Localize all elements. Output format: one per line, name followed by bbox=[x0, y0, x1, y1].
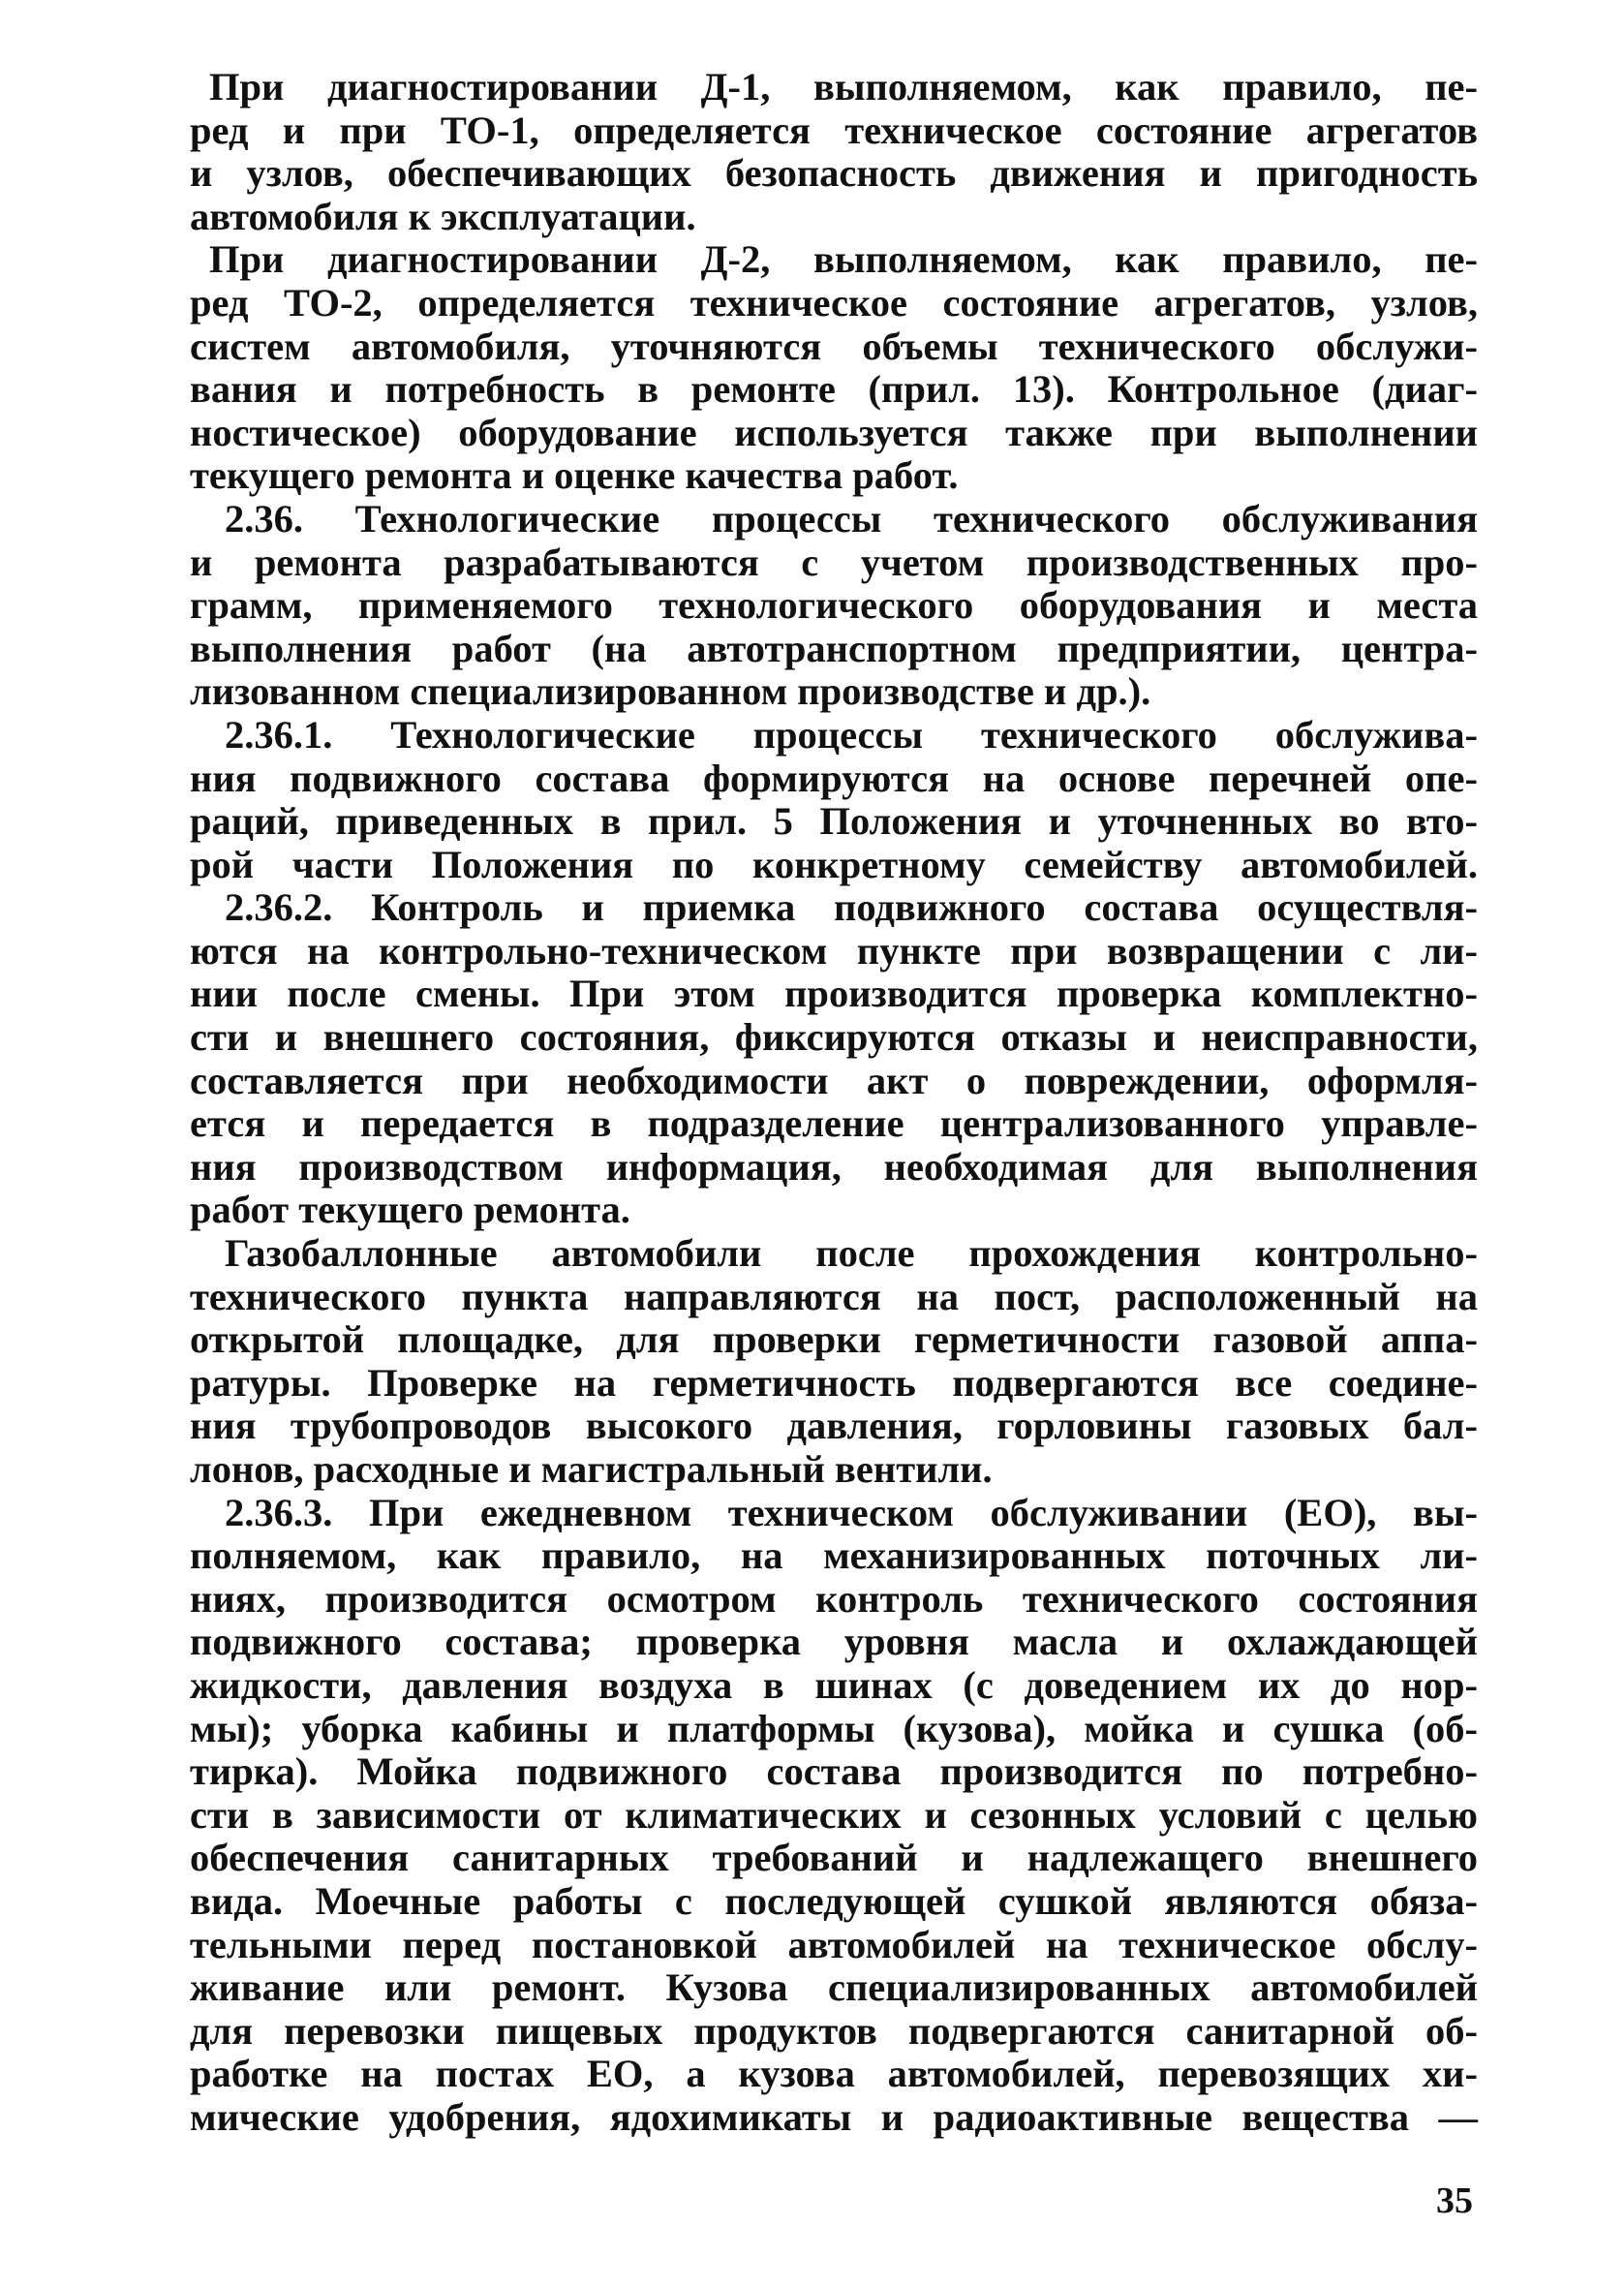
text-line: ния трубопроводов высокого давления, горловины газовых бал- bbox=[190, 1404, 1478, 1448]
paragraph-2-36-1 bbox=[190, 714, 1478, 886]
text-line: нии после смены. При этом производится проверка комплектно- bbox=[190, 972, 1478, 1016]
text-line: грамм, применяемого технологического оборудования и места bbox=[190, 583, 1478, 628]
text-line: ред ТО-2, определяется техническое состояние агрегатов, узлов, bbox=[190, 280, 1478, 325]
text-line: выполнения работ (на автотранспортном предприятии, центра- bbox=[190, 626, 1478, 670]
text-line: ния подвижного состава формируются на основе перечней опе- bbox=[190, 756, 1478, 800]
text-line: сти в зависимости от климатических и сезонных условий с целью bbox=[190, 1792, 1478, 1837]
text-line: технического пункта направляются на пост, расположенный на bbox=[190, 1274, 1478, 1318]
text-line: обеспечения санитарных требований и надлежащего внешнего bbox=[190, 1836, 1478, 1880]
text-line: для перевозки пищевых продуктов подвергаются санитарной об- bbox=[190, 2008, 1478, 2053]
text-line: подвижного состава; проверка уровня масла и охлаждающей bbox=[190, 1620, 1478, 1664]
text-line: При диагностировании Д-2, выполняемом, как правило, пе- bbox=[209, 237, 1478, 282]
text-line: При диагностировании Д-1, выполняемом, как правило, пе- bbox=[209, 65, 1478, 108]
text-line: вида. Моечные работы с последующей сушкой являются обяза- bbox=[190, 1878, 1478, 1923]
text-line: автомобиля к эксплуатации. bbox=[190, 194, 696, 238]
text-line: систем автомобиля, уточняются объемы технического обслужи- bbox=[190, 324, 1478, 368]
text-line: 2.36.2. Контроль и приемка подвижного состава осуществля- bbox=[225, 885, 1478, 930]
text-line: живание или ремонт. Кузова специализированных автомобилей bbox=[190, 1965, 1478, 2010]
text-line: сти и внешнего состояния, фиксируются отказы и неисправности, bbox=[190, 1015, 1478, 1060]
text-line: лизованном специализированном производстве и др.). bbox=[190, 669, 1151, 714]
text-line: ния производством информация, необходимая для выполнения bbox=[190, 1144, 1478, 1189]
text-line: ниях, производится осмотром контроль технического состояния bbox=[190, 1576, 1478, 1621]
text-line: жидкости, давления воздуха в шинах (с доведением их до нор- bbox=[190, 1662, 1478, 1707]
paragraph-2-36-3 bbox=[190, 1492, 1478, 2140]
paragraph-d1-diagnostics bbox=[190, 66, 1478, 238]
text-line: и ремонта разрабатываются с учетом производственных про- bbox=[190, 540, 1478, 584]
paragraph-2-36 bbox=[190, 498, 1478, 714]
text-line: раций, приведенных в прил. 5 Положения и уточненных во вто- bbox=[190, 799, 1478, 844]
text-line: вания и потребность в ремонте (прил. 13). Контрольное (диаг- bbox=[190, 367, 1478, 412]
text-line: 2.36.1. Технологические процессы технического обслужива- bbox=[225, 712, 1478, 757]
text-line: 2.36.3. При ежедневном техническом обслуживании (ЕО), вы- bbox=[225, 1490, 1478, 1534]
text-line: ностическое) оборудование используется также при выполнении bbox=[190, 410, 1478, 454]
text-line: Газобаллонные автомобили после прохождения контрольно- bbox=[225, 1231, 1478, 1276]
text-line: лонов, расходные и магистральный вентили. bbox=[190, 1447, 993, 1491]
text-line: работ текущего ремонта. bbox=[190, 1188, 630, 1232]
text-line: ред и при ТО-1, определяется техническое состояние агрегатов bbox=[190, 108, 1478, 152]
text-line: составляется при необходимости акт о повреждении, оформля- bbox=[190, 1058, 1478, 1102]
text-line: ются на контрольно-техническом пункте при возвращении с ли- bbox=[190, 928, 1478, 973]
paragraph-gas-cylinder-vehicles bbox=[190, 1232, 1478, 1492]
text-line: текущего ремонта и оценке качества работ. bbox=[190, 453, 959, 498]
text-line: тирка). Мойка подвижного состава производится по потребно- bbox=[190, 1749, 1478, 1794]
text-line: ратуры. Проверке на герметичность подвергаются все соедине- bbox=[190, 1360, 1478, 1405]
text-line: 2.36. Технологические процессы технического обслуживания bbox=[225, 496, 1478, 541]
text-line: мы); уборка кабины и платформы (кузова), мойка и сушка (об- bbox=[190, 1706, 1478, 1750]
paragraph-d2-diagnostics bbox=[190, 238, 1478, 498]
text-line: рой части Положения по конкретному семейству автомобилей. bbox=[190, 842, 1478, 886]
text-line: ется и передается в подразделение централизованного управле- bbox=[190, 1101, 1478, 1146]
paragraph-2-36-2 bbox=[190, 886, 1478, 1232]
page-number: 35 bbox=[1436, 2180, 1473, 2221]
text-line: открытой площадке, для проверки герметичности газовой аппа- bbox=[190, 1317, 1478, 1362]
text-line: полняемом, как правило, на механизированных поточных ли- bbox=[190, 1533, 1478, 1578]
text-line: тельными перед постановкой автомобилей на техническое обслу- bbox=[190, 1922, 1478, 1966]
text-line: и узлов, обеспечивающих безопасность движения и пригодность bbox=[190, 151, 1478, 196]
text-line: работке на постах ЕО, а кузова автомобилей, перевозящих хи- bbox=[190, 2052, 1478, 2096]
body-text bbox=[190, 66, 1478, 2140]
text-line: мические удобрения, ядохимикаты и радиоактивные вещества — bbox=[190, 2094, 1478, 2139]
